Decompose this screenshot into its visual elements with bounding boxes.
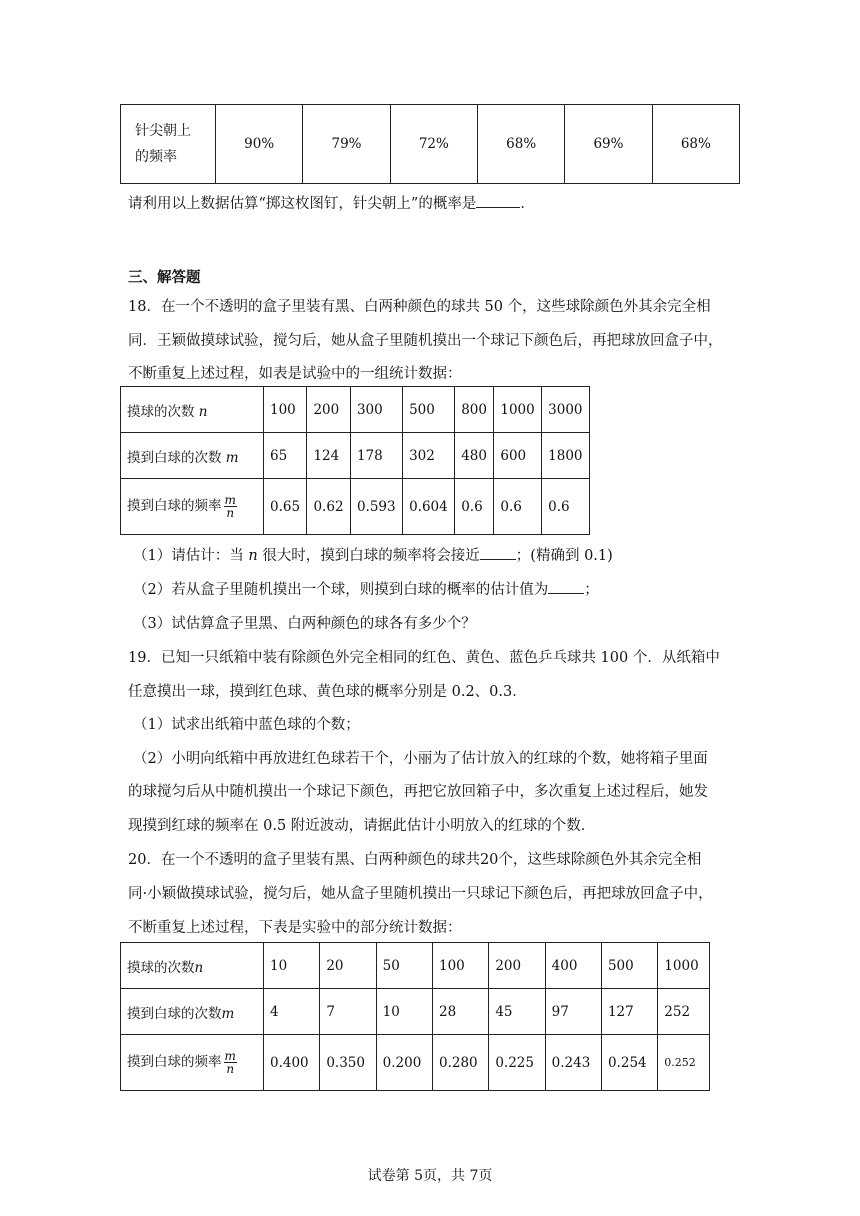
table-cell: 200 <box>307 387 350 433</box>
row-label: 摸到白球的频率 $\frac{m}{n}$ <box>121 479 264 535</box>
row-label: 摸到白球的频率 $\frac{m}{n}$ <box>121 1035 264 1091</box>
table-cell: 0.225 <box>489 1035 545 1091</box>
table-cell: 68% <box>652 105 739 184</box>
table-cell: 1800 <box>542 433 590 479</box>
table-cell: 90% <box>216 105 303 184</box>
question-19-line1: 19．已知一只纸箱中装有除颜色外完全相同的红色、黄色、蓝色乒乓球共 100 个．从纸箱中 <box>128 650 720 666</box>
fraction: $\frac{m}{n}$ <box>224 1049 236 1076</box>
table-cell: 7 <box>320 989 376 1035</box>
table-cell: 0.604 <box>403 479 455 535</box>
table-cell: 4 <box>264 989 320 1035</box>
table-cell: 200 <box>489 943 545 989</box>
question-18-line3: 不断重复上述过程，如表是试验中的一组统计数据： <box>128 366 462 382</box>
question-19-sub2-line2: 的球搅匀后从中随机摸出一个球记下颜色，再把它放回箱子中，多次重复上述过程后，她发 <box>128 784 708 800</box>
table-cell: 79% <box>303 105 390 184</box>
table-cell: 0.243 <box>545 1035 601 1091</box>
answer-blank <box>476 207 520 208</box>
table-cell: 100 <box>432 943 488 989</box>
question-18-sub3: （3）试估算盒子里黑、白两种颜色的球各有多少个？ <box>133 616 476 632</box>
table-cell: 127 <box>601 989 657 1035</box>
table-cell: 0.6 <box>542 479 590 535</box>
answer-blank <box>548 593 584 594</box>
table-cell: 68% <box>477 105 564 184</box>
table-cell: 178 <box>350 433 402 479</box>
table-row <box>121 433 590 479</box>
table-cell: 50 <box>376 943 432 989</box>
table-cell: 20 <box>320 943 376 989</box>
table-cell: 0.593 <box>350 479 402 535</box>
table-cell: 302 <box>403 433 455 479</box>
table-cell: 400 <box>545 943 601 989</box>
row-header-line1: 针尖朝上 <box>135 123 191 139</box>
table-row <box>121 479 590 535</box>
question-18-sub2: （2）若从盒子里随机摸出一个球，则摸到白球的概率的估计值为 ； <box>133 582 599 598</box>
q18-data-table <box>120 386 590 535</box>
table-cell: 100 <box>264 387 307 433</box>
needle-frequency-table <box>120 104 740 184</box>
row-header <box>121 105 216 184</box>
question-19-sub2-line3: 现摸到红球的频率在 0.5 附近波动，请据此估计小明放入的红球的个数． <box>128 818 596 834</box>
question-20-line2: 同·小颖做摸球试验，搅匀后，她从盒子里随机摸出一只球记下颜色后，再把球放回盒子中， <box>128 886 713 902</box>
row-label: 摸到白球的次数 m <box>121 433 264 479</box>
table-cell: 0.350 <box>320 1035 376 1091</box>
row-label: 摸球的次数n <box>121 943 264 989</box>
table-row <box>121 105 740 184</box>
table-cell: 0.65 <box>264 479 307 535</box>
row-header-line2: 的频率 <box>135 149 177 165</box>
question-end: ． <box>520 196 535 212</box>
table-cell: 600 <box>494 433 542 479</box>
table-cell: 0.254 <box>601 1035 657 1091</box>
table-cell: 0.6 <box>455 479 494 535</box>
table-row <box>121 989 710 1035</box>
table-cell: 0.6 <box>494 479 542 535</box>
table-cell: 480 <box>455 433 494 479</box>
question-18-line2: 同．王颖做摸球试验，搅匀后，她从盒子里随机摸出一个球记下颜色后，再把球放回盒子中， <box>128 333 723 349</box>
table-cell: 45 <box>489 989 545 1035</box>
question-18-sub1: （1）请估计：当 n 很大时，摸到白球的频率将会接近 ；(精确到 0.1) <box>133 548 613 564</box>
question-17-tail <box>128 192 535 213</box>
table-cell: 0.280 <box>432 1035 488 1091</box>
table-cell: 0.200 <box>376 1035 432 1091</box>
table-cell: 124 <box>307 433 350 479</box>
table-cell: 300 <box>350 387 402 433</box>
table-cell: 69% <box>565 105 652 184</box>
table-cell: 500 <box>403 387 455 433</box>
table-row <box>121 387 590 433</box>
table-cell: 10 <box>376 989 432 1035</box>
row-label: 摸球的次数 n <box>121 387 264 433</box>
table-cell: 72% <box>390 105 477 184</box>
table-cell: 0.252 <box>658 1035 710 1091</box>
question-18-line1: 18．在一个不透明的盒子里装有黑、白两种颜色的球共 50 个，这些球除颜色外其余完全相 <box>128 299 711 315</box>
answer-blank <box>480 559 516 560</box>
row-label: 摸到白球的次数m <box>121 989 264 1035</box>
table-cell: 10 <box>264 943 320 989</box>
table-cell: 0.62 <box>307 479 350 535</box>
table-cell: 3000 <box>542 387 590 433</box>
q20-data-table <box>120 942 710 1091</box>
table-cell: 1000 <box>494 387 542 433</box>
question-text: 请利用以上数据估算“掷这枚图钉，针尖朝上”的概率是 <box>128 196 477 212</box>
table-cell: 97 <box>545 989 601 1035</box>
table-row <box>121 943 710 989</box>
table-cell: 28 <box>432 989 488 1035</box>
table-row <box>121 1035 710 1091</box>
question-20-line3: 不断重复上述过程，下表是实验中的部分统计数据： <box>128 920 462 936</box>
question-20-line1: 20．在一个不透明的盒子里装有黑、白两种颜色的球共20个，这些球除颜色外其余完全相 <box>128 852 702 868</box>
page-footer: 试卷第 5页，共 7页 <box>367 1168 493 1184</box>
table-cell: 65 <box>264 433 307 479</box>
section-title: 三、解答题 <box>128 269 201 286</box>
fraction: $\frac{m}{n}$ <box>224 493 236 520</box>
question-19-sub1: （1）试求出纸箱中蓝色球的个数； <box>133 717 360 733</box>
table-cell: 500 <box>601 943 657 989</box>
table-cell: 252 <box>658 989 710 1035</box>
question-19-line2: 任意摸出一球，摸到红色球、黄色球的概率分别是 0.2、0.3． <box>128 684 527 700</box>
table-cell: 0.400 <box>264 1035 320 1091</box>
table-cell: 800 <box>455 387 494 433</box>
question-19-sub2-line1: （2）小明向纸箱中再放进红色球若干个，小丽为了估计放入的红球的个数，她将箱子里面 <box>133 751 708 767</box>
table-cell: 1000 <box>658 943 710 989</box>
